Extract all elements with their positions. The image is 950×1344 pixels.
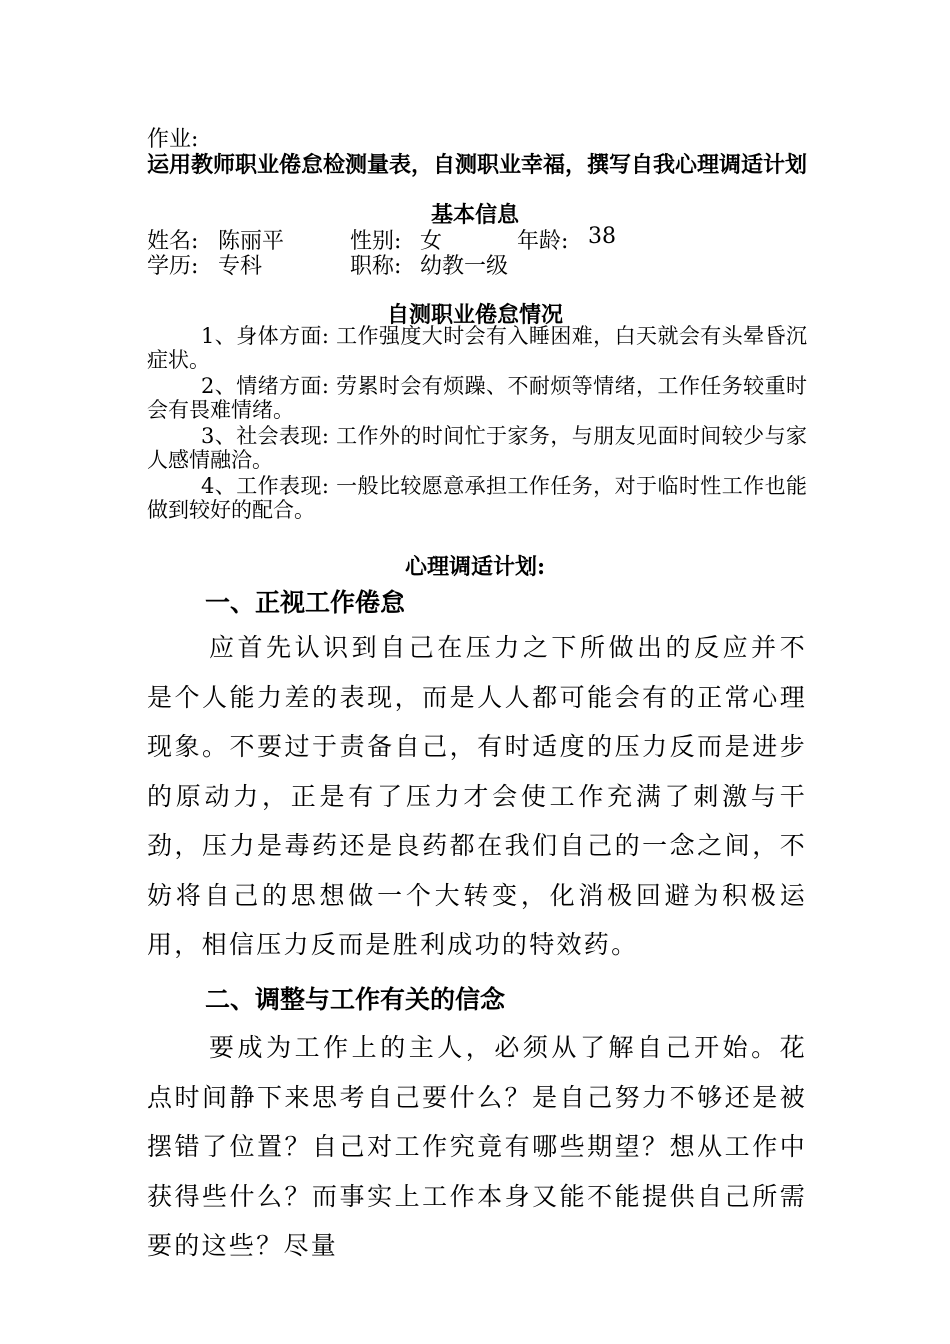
homework-label: 作业: <box>147 127 199 152</box>
age-value: 38 <box>588 224 616 249</box>
gender-value: 女 <box>420 229 443 254</box>
name-label: 姓名: <box>147 229 199 254</box>
self-test-item: 3、社会表现: 工作外的时间忙于家务，与朋友见面时间较少与家人感情融洽。 <box>147 424 807 472</box>
education-value: 专科 <box>218 254 263 279</box>
self-test-item: 4、工作表现: 一般比较愿意承担工作任务，对于临时性工作也能做到较好的配合。 <box>147 474 807 522</box>
education-label: 学历: <box>147 254 199 279</box>
homework-title: 运用教师职业倦怠检测量表，自测职业幸福，撰写自我心理调适计划 <box>147 152 808 178</box>
plan-heading: 心理调适计划: <box>404 554 546 580</box>
name-value: 陈丽平 <box>218 229 285 254</box>
title-value: 幼教一级 <box>420 254 509 279</box>
section1-heading: 一、正视工作倦怠 <box>205 588 406 617</box>
section2-paragraph: 要成为工作上的主人，必须从了解自己开始。花点时间静下来思考自己要什么？是自己努力不够还是被摆错了位置？自己对工作究竟有哪些期望？想从工作中获得些什么？而事实上工作本身又能不能提供自己所需要的这些？尽量 <box>147 1033 807 1260</box>
gender-label: 性别: <box>350 229 402 254</box>
self-test-item: 2、情绪方面: 劳累时会有烦躁、不耐烦等情绪，工作任务较重时会有畏难情绪。 <box>147 374 807 422</box>
section1-paragraph: 应首先认识到自己在压力之下所做出的反应并不是个人能力差的表现，而是人人都可能会有的正常心理现象。不要过于责备自己，有时适度的压力反而是进步的原动力，正是有了压力才会使工作充满了刺激与干劲，压力是毒药还是良药都在我们自己的一念之间，不妨将自己的思想做一个大转变，化消极回避为积极运用，相信压力反而是胜利成功的特效药。 <box>147 633 807 959</box>
section2-heading: 二、调整与工作有关的信念 <box>205 985 506 1014</box>
age-label: 年龄: <box>517 229 569 254</box>
self-test-item: 1、身体方面: 工作强度大时会有入睡困难，白天就会有头晕昏沉症状。 <box>147 324 807 372</box>
title-label: 职称: <box>350 254 402 279</box>
basic-info-heading: 基本信息 <box>430 202 519 228</box>
self-test-heading: 自测职业倦怠情况 <box>386 302 563 328</box>
